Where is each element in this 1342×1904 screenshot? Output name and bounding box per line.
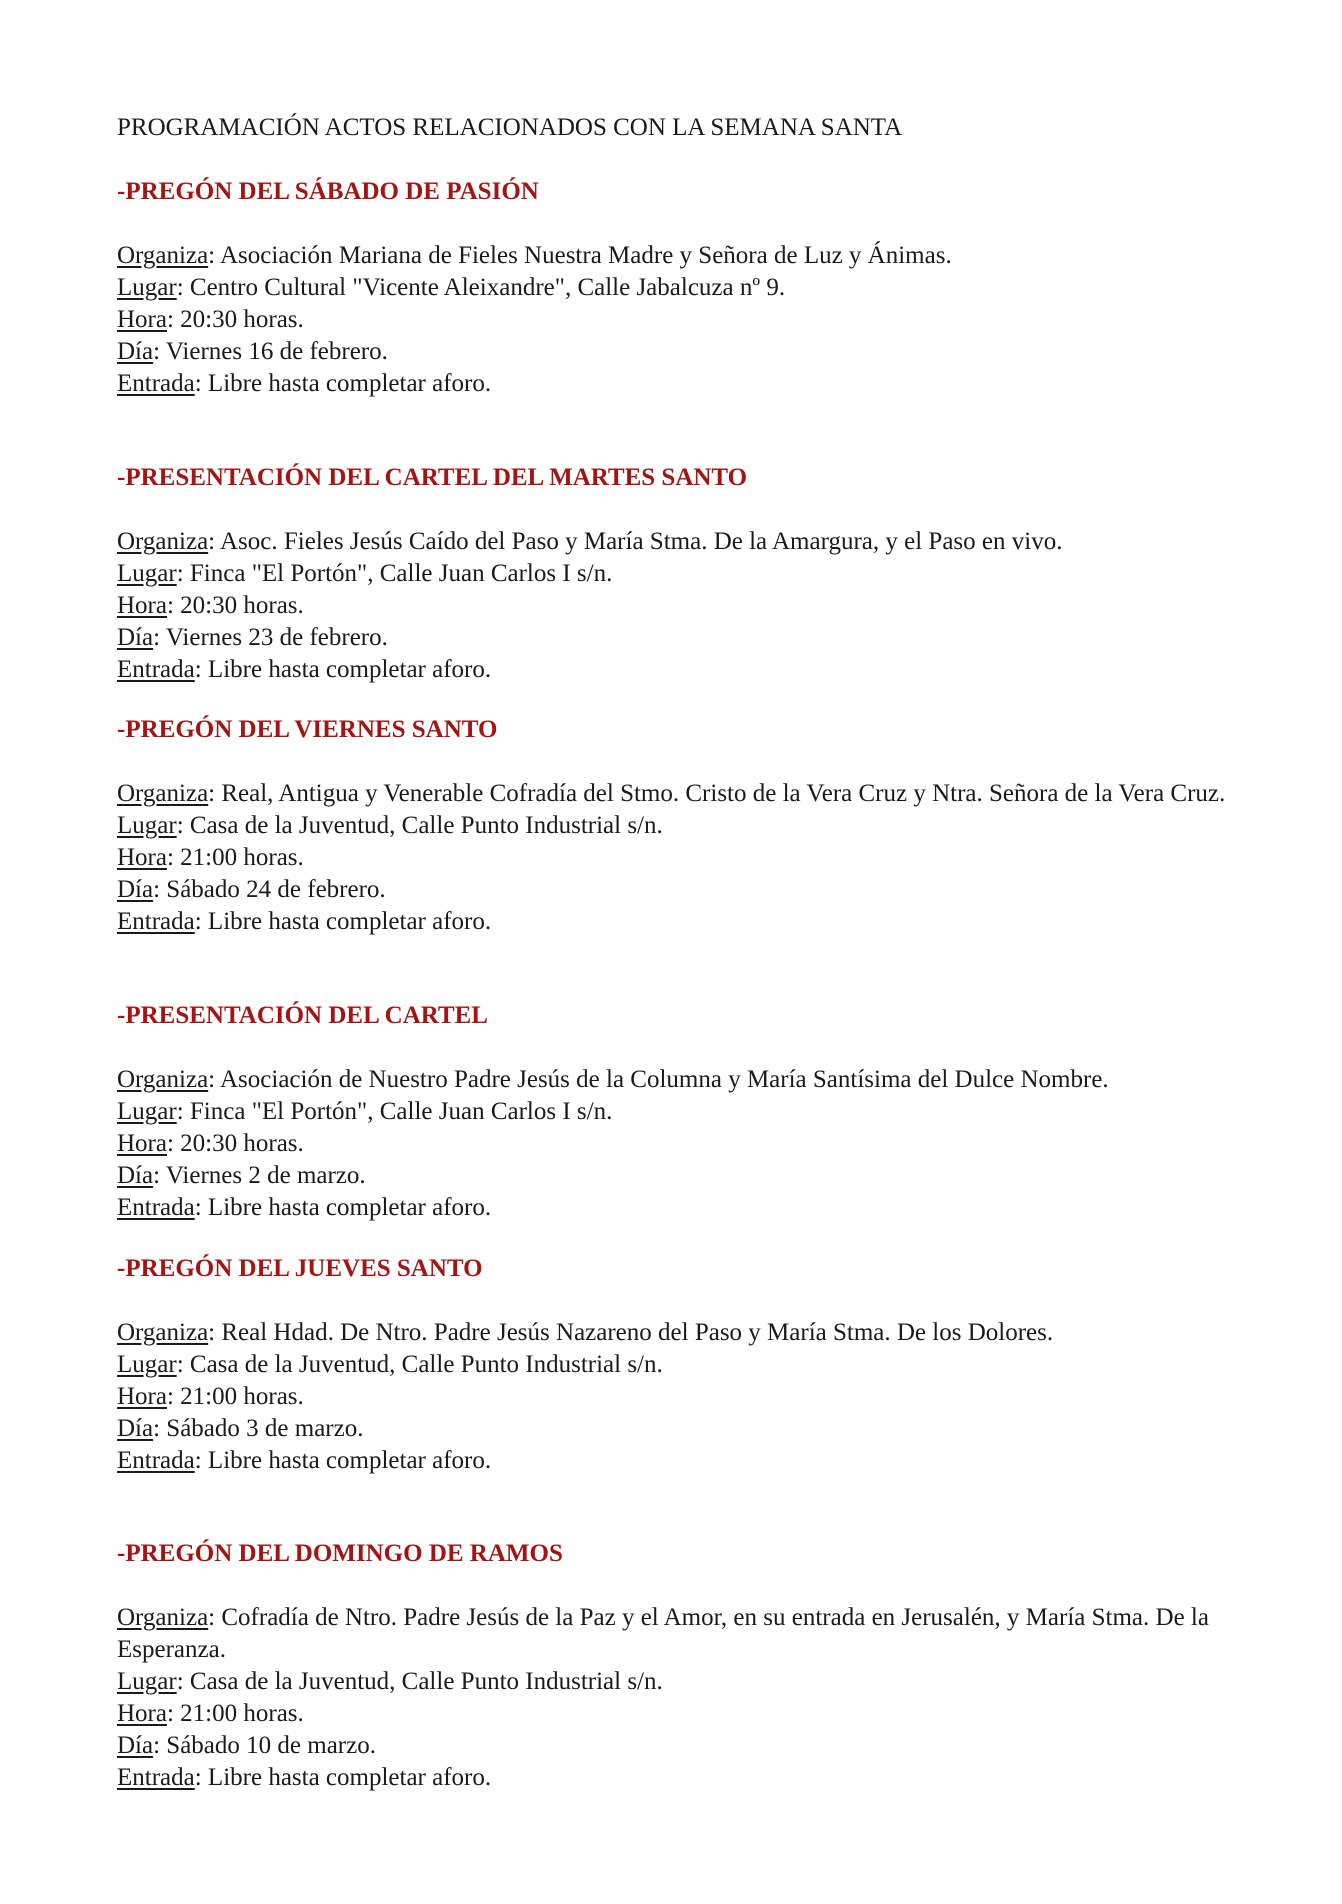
entrada-line	[117, 368, 1237, 400]
lugar-value: : Finca "El Portón", Calle Juan Carlos I s/n.	[176, 1098, 613, 1125]
event-details	[117, 240, 1237, 400]
lugar-label: Lugar	[117, 1098, 177, 1125]
entrada-label: Entrada	[117, 1764, 195, 1791]
organiza-line	[117, 1317, 1237, 1349]
dia-label: Día	[117, 1415, 154, 1442]
hora-value: : 21:00 horas.	[166, 844, 304, 871]
dia-label: Día	[117, 1732, 154, 1759]
event-heading: -PREGÓN DEL VIERNES SANTO	[117, 716, 498, 743]
entrada-label: Entrada	[117, 1447, 195, 1474]
hora-value: : 20:30 horas.	[166, 306, 304, 333]
document-title: PROGRAMACIÓN ACTOS RELACIONADOS CON LA SEMANA SANTA	[117, 114, 903, 141]
lugar-value: : Centro Cultural "Vicente Aleixandre", Calle Jabalcuza nº 9.	[176, 274, 786, 301]
lugar-line	[117, 272, 1237, 304]
lugar-line	[117, 1096, 1237, 1128]
dia-value: : Viernes 16 de febrero.	[153, 338, 388, 365]
event-section	[117, 176, 1237, 400]
event-section	[117, 1538, 1237, 1794]
lugar-value: : Casa de la Juventud, Calle Punto Industrial s/n.	[176, 1668, 663, 1695]
lugar-line	[117, 1349, 1237, 1381]
lugar-label: Lugar	[117, 560, 177, 587]
event-heading: -PRESENTACIÓN DEL CARTEL DEL MARTES SANTO	[117, 464, 748, 491]
lugar-line	[117, 810, 1237, 842]
organiza-value: : Asociación de Nuestro Padre Jesús de la Columna y María Santísima del Dulce Nombre.	[208, 1066, 1109, 1093]
entrada-line	[117, 906, 1237, 938]
event-heading: -PRESENTACIÓN DEL CARTEL	[117, 1002, 488, 1029]
dia-line	[117, 622, 1237, 654]
event-section	[117, 1000, 1237, 1224]
hora-value: : 21:00 horas.	[166, 1383, 304, 1410]
entrada-value: : Libre hasta completar aforo.	[194, 1447, 492, 1474]
dia-value: : Sábado 3 de marzo.	[153, 1415, 364, 1442]
entrada-value: : Libre hasta completar aforo.	[194, 908, 492, 935]
lugar-value: : Casa de la Juventud, Calle Punto Industrial s/n.	[176, 1351, 663, 1378]
hora-line	[117, 842, 1237, 874]
lugar-label: Lugar	[117, 274, 177, 301]
hora-value: : 20:30 horas.	[166, 592, 304, 619]
entrada-value: : Libre hasta completar aforo.	[194, 1194, 492, 1221]
dia-line	[117, 1413, 1237, 1445]
event-details	[117, 1602, 1237, 1794]
hora-label: Hora	[117, 1383, 167, 1410]
entrada-line	[117, 1762, 1237, 1794]
organiza-line	[117, 778, 1237, 810]
dia-line	[117, 1730, 1237, 1762]
event-section	[117, 1253, 1237, 1477]
entrada-label: Entrada	[117, 1194, 195, 1221]
organiza-value: : Real, Antigua y Venerable Cofradía del Stmo. Cristo de la Vera Cruz y Ntra. Señora de la Vera Cruz.	[208, 780, 1226, 807]
event-details	[117, 1064, 1237, 1224]
hora-label: Hora	[117, 1700, 167, 1727]
entrada-line	[117, 1192, 1237, 1224]
event-heading: -PREGÓN DEL DOMINGO DE RAMOS	[117, 1540, 563, 1567]
dia-line	[117, 874, 1237, 906]
hora-value: : 20:30 horas.	[166, 1130, 304, 1157]
dia-line	[117, 336, 1237, 368]
entrada-value: : Libre hasta completar aforo.	[194, 370, 492, 397]
event-heading: -PREGÓN DEL JUEVES SANTO	[117, 1255, 483, 1282]
dia-value: : Sábado 10 de marzo.	[153, 1732, 376, 1759]
hora-label: Hora	[117, 306, 167, 333]
dia-line	[117, 1160, 1237, 1192]
event-details	[117, 526, 1237, 686]
lugar-line	[117, 558, 1237, 590]
hora-line	[117, 1381, 1237, 1413]
dia-label: Día	[117, 338, 154, 365]
entrada-value: : Libre hasta completar aforo.	[194, 656, 492, 683]
event-heading: -PREGÓN DEL SÁBADO DE PASIÓN	[117, 178, 539, 205]
hora-line	[117, 304, 1237, 336]
lugar-value: : Casa de la Juventud, Calle Punto Industrial s/n.	[176, 812, 663, 839]
hora-line	[117, 1698, 1237, 1730]
event-section	[117, 714, 1237, 938]
organiza-line	[117, 526, 1237, 558]
organiza-value: : Asociación Mariana de Fieles Nuestra Madre y Señora de Luz y Ánimas.	[208, 242, 952, 269]
hora-label: Hora	[117, 844, 167, 871]
dia-label: Día	[117, 1162, 154, 1189]
lugar-line	[117, 1666, 1237, 1698]
hora-label: Hora	[117, 592, 167, 619]
organiza-label: Organiza	[117, 1319, 209, 1346]
lugar-label: Lugar	[117, 1351, 177, 1378]
hora-label: Hora	[117, 1130, 167, 1157]
entrada-label: Entrada	[117, 908, 195, 935]
dia-value: : Sábado 24 de febrero.	[153, 876, 386, 903]
event-details	[117, 778, 1237, 938]
entrada-line	[117, 1445, 1237, 1477]
organiza-line	[117, 240, 1237, 272]
dia-value: : Viernes 2 de marzo.	[153, 1162, 366, 1189]
hora-value: : 21:00 horas.	[166, 1700, 304, 1727]
organiza-label: Organiza	[117, 528, 209, 555]
dia-label: Día	[117, 876, 154, 903]
lugar-label: Lugar	[117, 1668, 177, 1695]
organiza-label: Organiza	[117, 1604, 209, 1631]
lugar-label: Lugar	[117, 812, 177, 839]
organiza-label: Organiza	[117, 242, 209, 269]
dia-value: : Viernes 23 de febrero.	[153, 624, 388, 651]
hora-line	[117, 1128, 1237, 1160]
entrada-label: Entrada	[117, 656, 195, 683]
event-details	[117, 1317, 1237, 1477]
lugar-value: : Finca "El Portón", Calle Juan Carlos I s/n.	[176, 560, 613, 587]
event-section	[117, 462, 1237, 686]
organiza-value: : Real Hdad. De Ntro. Padre Jesús Nazareno del Paso y María Stma. De los Dolores.	[208, 1319, 1054, 1346]
entrada-value: : Libre hasta completar aforo.	[194, 1764, 492, 1791]
organiza-label: Organiza	[117, 1066, 209, 1093]
entrada-label: Entrada	[117, 370, 195, 397]
organiza-line	[117, 1064, 1237, 1096]
entrada-line	[117, 654, 1237, 686]
organiza-label: Organiza	[117, 780, 209, 807]
organiza-value: : Asoc. Fieles Jesús Caído del Paso y María Stma. De la Amargura, y el Paso en vivo.	[208, 528, 1063, 555]
organiza-value: : Cofradía de Ntro. Padre Jesús de la Paz y el Amor, en su entrada en Jerusalén, y María Stma. De la Esperanza.	[117, 1604, 1209, 1663]
dia-label: Día	[117, 624, 154, 651]
hora-line	[117, 590, 1237, 622]
organiza-line	[117, 1602, 1237, 1666]
